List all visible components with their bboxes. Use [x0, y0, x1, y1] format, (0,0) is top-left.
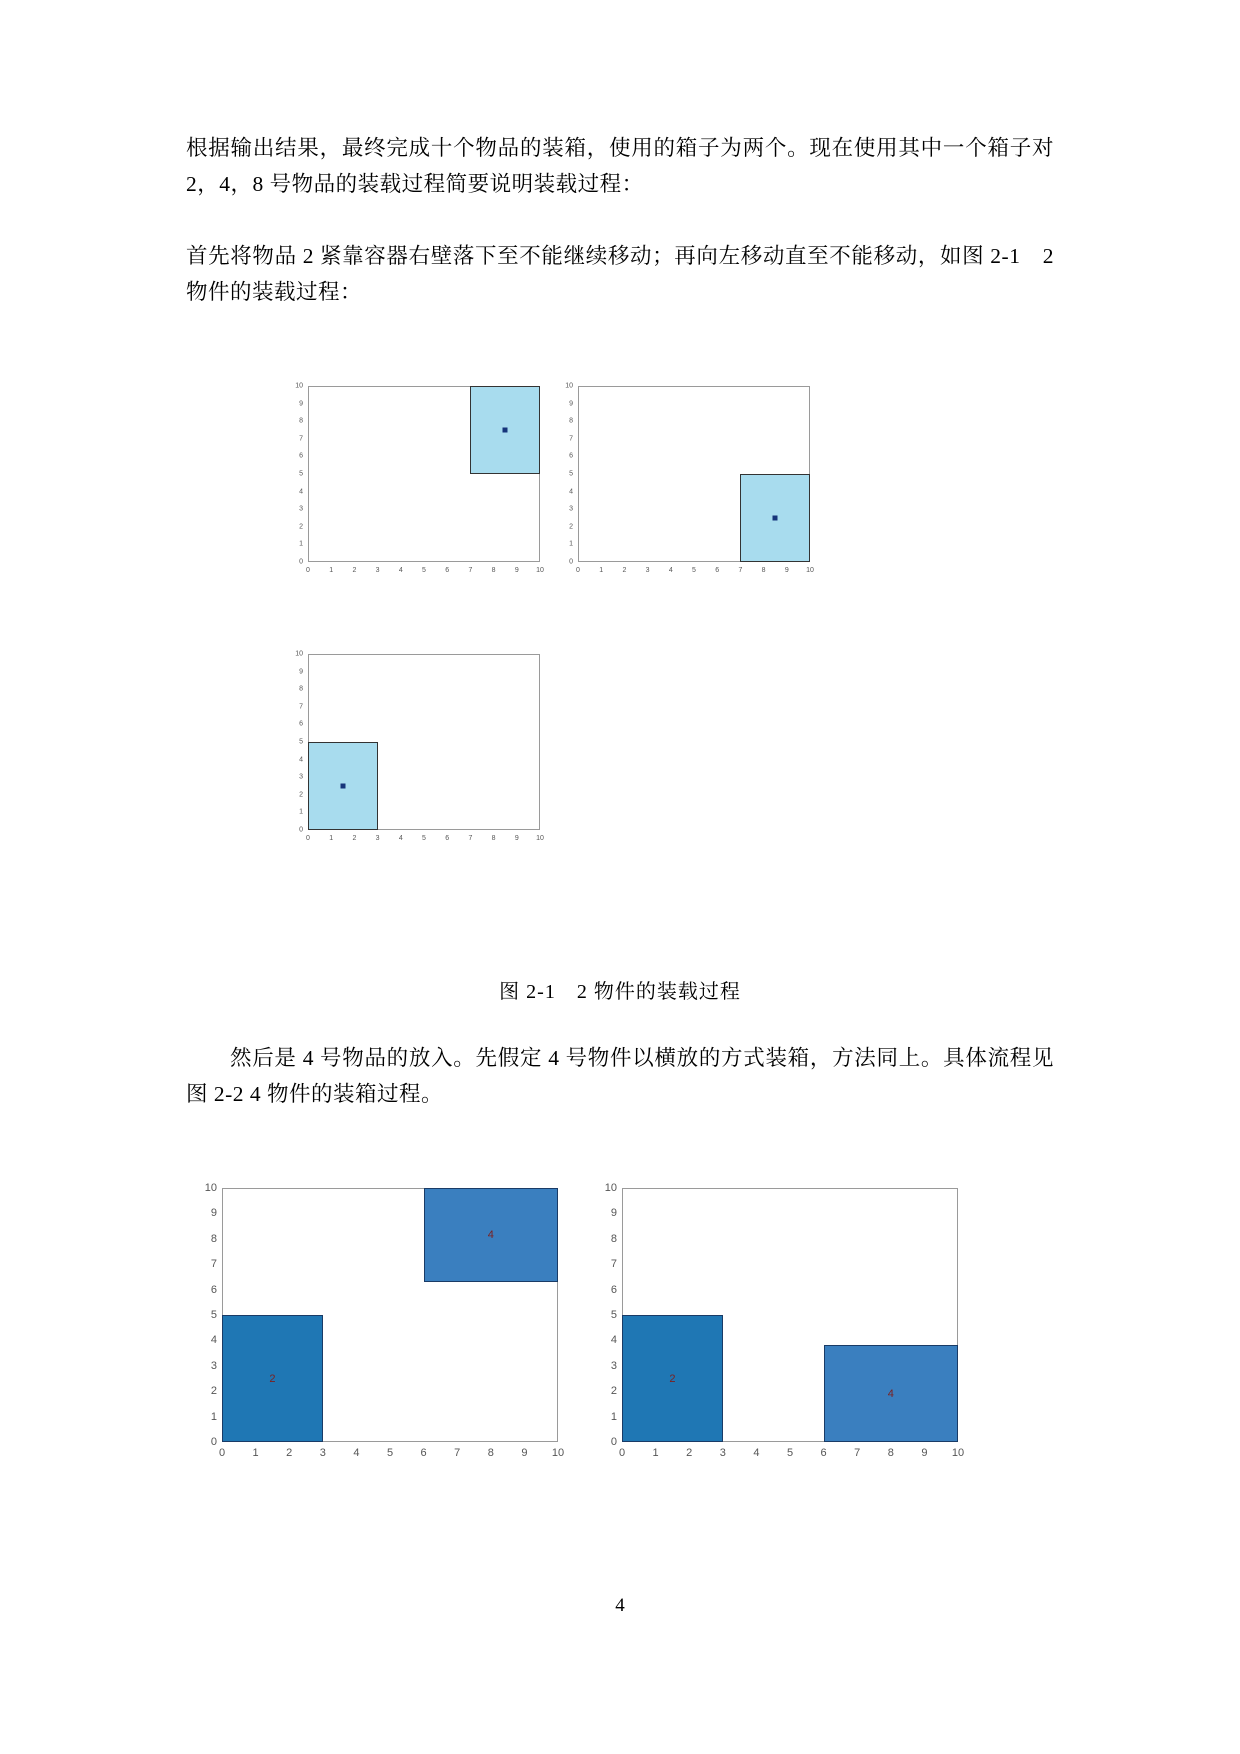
y-tick-label: 3: [569, 505, 573, 513]
y-tick-label: 10: [295, 650, 303, 658]
y-tick-label: 9: [569, 400, 573, 408]
item-label: 4: [487, 1228, 494, 1241]
page-number: 4: [615, 1595, 625, 1616]
figure-2-1: [186, 380, 1054, 860]
y-tick-label: 9: [610, 1207, 617, 1220]
x-tick-label: 3: [719, 1447, 726, 1459]
packed-item-box: [740, 474, 810, 562]
x-tick-label: 4: [753, 1447, 760, 1459]
x-tick-label: 4: [398, 567, 403, 574]
x-tick-label: 9: [521, 1447, 528, 1459]
x-tick-label: 5: [422, 835, 426, 842]
x-tick-label: 3: [319, 1447, 326, 1459]
y-tick-label: 5: [299, 470, 303, 478]
y-tick-label: 9: [299, 668, 303, 676]
document-body-2: [186, 1040, 1054, 1112]
x-tick-label: 4: [353, 1447, 360, 1459]
paragraph-1: 根据输出结果，最终完成十个物品的装箱，使用的箱子为两个。现在使用其中一个箱子对 2，4，8 号物品的装载过程简要说明装载过程：: [186, 136, 1054, 196]
y-tick-label: 10: [604, 1182, 617, 1194]
x-tick-label: 9: [514, 835, 519, 842]
x-tick-label: 2: [686, 1447, 693, 1459]
x-tick-label: 7: [468, 567, 473, 574]
x-tick-label: 2: [352, 567, 357, 574]
x-tick-label: 6: [420, 1447, 427, 1459]
y-tick-label: 10: [565, 382, 573, 390]
y-tick-label: 0: [610, 1436, 617, 1448]
x-tick-label: 10: [806, 567, 814, 574]
y-tick-label: 10: [295, 382, 303, 390]
x-tick-label: 9: [784, 567, 789, 574]
x-tick-label: 1: [599, 567, 604, 574]
x-tick-label: 6: [445, 835, 450, 842]
y-tick-label: 7: [610, 1258, 617, 1271]
y-tick-label: 3: [210, 1359, 217, 1372]
packed-item-box: [824, 1345, 958, 1442]
x-tick-label: 0: [576, 567, 580, 574]
x-tick-label: 8: [487, 1447, 494, 1459]
x-tick-label: 6: [715, 567, 720, 574]
y-tick-label: 8: [299, 417, 303, 425]
chart-fig1-c: [286, 648, 546, 848]
y-tick-label: 3: [299, 773, 303, 781]
paragraph-3: 然后是 4 号物品的放入。先假定 4 号物件以横放的方式装箱，方法同上。具体流程见图 2-2 4 物件的装箱过程。: [186, 1046, 1054, 1106]
spacer: [186, 202, 1054, 238]
x-tick-label: 3: [645, 567, 650, 574]
x-tick-label: 3: [375, 835, 380, 842]
x-tick-label: 3: [375, 567, 380, 574]
y-tick-label: 0: [299, 558, 303, 566]
x-tick-label: 9: [921, 1447, 928, 1459]
packed-item-box: [470, 386, 540, 474]
x-tick-label: 5: [692, 567, 696, 574]
y-tick-label: 8: [210, 1232, 217, 1245]
x-tick-label: 1: [252, 1447, 259, 1459]
x-tick-label: 5: [386, 1447, 394, 1459]
y-tick-label: 8: [610, 1232, 617, 1245]
x-tick-label: 10: [551, 1447, 565, 1459]
y-tick-label: 8: [299, 685, 303, 693]
x-tick-label: 8: [491, 567, 496, 574]
chart-fig1-b: [556, 380, 816, 580]
y-tick-label: 2: [299, 523, 303, 531]
center-marker: [340, 784, 345, 789]
center-marker: [503, 428, 508, 433]
center-marker: [773, 516, 778, 521]
y-tick-label: 4: [299, 756, 303, 764]
packed-item-box: [222, 1315, 323, 1442]
y-tick-label: 2: [569, 523, 573, 531]
x-tick-label: 8: [761, 567, 766, 574]
x-tick-label: 8: [491, 835, 496, 842]
item-label: 2: [269, 1372, 276, 1385]
item-label: 2: [669, 1372, 676, 1385]
y-tick-label: 6: [299, 452, 303, 460]
packed-item-box: [308, 742, 378, 830]
y-tick-label: 4: [210, 1334, 217, 1347]
y-tick-label: 9: [299, 400, 303, 408]
x-tick-label: 10: [536, 835, 544, 842]
x-tick-label: 8: [887, 1447, 894, 1459]
y-tick-label: 5: [299, 738, 303, 746]
x-tick-label: 1: [652, 1447, 659, 1459]
y-tick-label: 5: [569, 470, 573, 478]
y-tick-label: 2: [299, 791, 303, 799]
x-tick-label: 7: [738, 567, 743, 574]
chart-fig1-a: [286, 380, 546, 580]
chart-fig2-b: [586, 1180, 966, 1470]
y-tick-label: 3: [610, 1359, 617, 1372]
x-tick-label: 7: [854, 1447, 861, 1459]
x-tick-label: 2: [286, 1447, 293, 1459]
y-tick-label: 1: [569, 540, 573, 548]
packed-item-box: [622, 1315, 723, 1442]
x-tick-label: 9: [514, 567, 519, 574]
x-tick-label: 2: [622, 567, 627, 574]
packed-item-box: [424, 1188, 558, 1282]
y-tick-label: 2: [610, 1385, 617, 1398]
x-tick-label: 0: [218, 1447, 226, 1459]
y-tick-label: 6: [610, 1283, 617, 1296]
figure-2-2: [186, 1180, 1054, 1480]
x-tick-label: 10: [951, 1447, 965, 1459]
x-tick-label: 5: [422, 567, 426, 574]
y-tick-label: 6: [569, 452, 573, 460]
document-body: [186, 130, 1054, 310]
y-tick-label: 5: [210, 1309, 217, 1321]
y-tick-label: 1: [210, 1410, 217, 1423]
x-tick-label: 0: [306, 567, 310, 574]
x-tick-label: 4: [398, 835, 403, 842]
y-tick-label: 7: [569, 435, 573, 443]
y-tick-label: 6: [299, 720, 303, 728]
y-tick-label: 10: [204, 1182, 217, 1194]
figure-2-1-caption: 图 2-1 2 物件的装载过程: [499, 981, 741, 1003]
y-tick-label: 1: [299, 540, 303, 548]
chart-fig2-a: [186, 1180, 566, 1470]
y-tick-label: 0: [210, 1436, 217, 1448]
y-tick-label: 3: [299, 505, 303, 513]
y-tick-label: 6: [210, 1283, 217, 1296]
x-tick-label: 4: [668, 567, 673, 574]
x-tick-label: 7: [454, 1447, 461, 1459]
y-tick-label: 0: [569, 558, 573, 566]
x-tick-label: 5: [786, 1447, 794, 1459]
x-tick-label: 10: [536, 567, 544, 574]
x-tick-label: 1: [329, 567, 334, 574]
y-tick-label: 5: [610, 1309, 617, 1321]
y-tick-label: 4: [610, 1334, 617, 1347]
y-tick-label: 0: [299, 826, 303, 834]
y-tick-label: 4: [569, 488, 573, 496]
x-tick-label: 7: [468, 835, 473, 842]
x-tick-label: 0: [618, 1447, 626, 1459]
x-tick-label: 2: [352, 835, 357, 842]
y-tick-label: 7: [299, 435, 303, 443]
y-tick-label: 7: [210, 1258, 217, 1271]
y-tick-label: 1: [610, 1410, 617, 1423]
y-tick-label: 7: [299, 703, 303, 711]
y-tick-label: 8: [569, 417, 573, 425]
paragraph-2: 首先将物品 2 紧靠容器右壁落下至不能继续移动；再向左移动直至不能移动，如图 2-1 2 物件的装载过程：: [186, 244, 1054, 304]
x-tick-label: 0: [306, 835, 310, 842]
y-tick-label: 1: [299, 808, 303, 816]
y-tick-label: 2: [210, 1385, 217, 1398]
x-tick-label: 6: [820, 1447, 827, 1459]
x-tick-label: 1: [329, 835, 334, 842]
y-tick-label: 4: [299, 488, 303, 496]
x-tick-label: 6: [445, 567, 450, 574]
y-tick-label: 9: [210, 1207, 217, 1220]
item-label: 4: [887, 1387, 894, 1400]
